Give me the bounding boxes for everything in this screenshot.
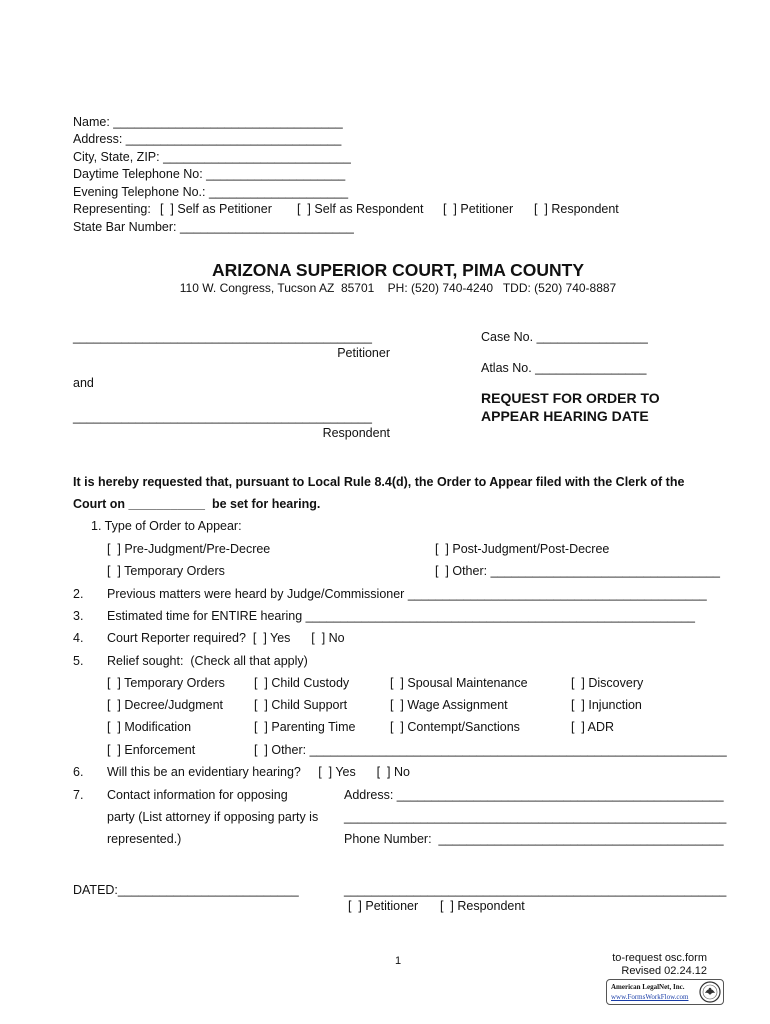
court-reporter-checkboxes[interactable]: Court Reporter required? [ ] Yes [ ] No <box>107 631 345 645</box>
relief-child-custody-checkbox[interactable]: [ ] Child Custody <box>254 676 350 690</box>
item-2-number: 2. <box>73 587 84 601</box>
court-title: ARIZONA SUPERIOR COURT, PIMA COUNTY <box>211 260 585 280</box>
logo-url-link[interactable]: www.FormsWorkFlow.com <box>611 993 689 1001</box>
opposing-phone-field[interactable]: Phone Number: _________________________________________ <box>344 832 724 846</box>
relief-contempt-sanctions-checkbox[interactable]: [ ] Contempt/Sanctions <box>390 720 520 734</box>
contact-info-label-1: Contact information for opposing <box>107 788 288 802</box>
city-state-zip-field[interactable]: City, State, ZIP: ___________________________ <box>73 150 351 164</box>
state-bar-number-field[interactable]: State Bar Number: _________________________ <box>73 220 354 234</box>
court-address: 110 W. Congress, Tucson AZ 85701 PH: (520) 740-4240 TDD: (520) 740-8887 <box>179 281 617 295</box>
contact-info-label-3: represented.) <box>107 832 182 846</box>
opposing-address-field[interactable]: Address: _______________________________________________ <box>344 788 724 802</box>
order-type-other-field[interactable]: [ ] Other: _________________________________ <box>435 564 720 578</box>
relief-spousal-maintenance-checkbox[interactable]: [ ] Spousal Maintenance <box>390 676 528 690</box>
eagle-seal-icon <box>699 981 721 1003</box>
item-6-number: 6. <box>73 765 84 779</box>
contact-info-label-2: party (List attorney if opposing party is <box>107 810 319 824</box>
address-field[interactable]: Address: _______________________________ <box>73 132 342 146</box>
rep-self-petitioner-checkbox[interactable]: [ ] Self as Petitioner <box>160 202 272 216</box>
relief-child-support-checkbox[interactable]: [ ] Child Support <box>254 698 348 712</box>
signer-petitioner-checkbox[interactable]: [ ] Petitioner <box>348 899 419 913</box>
relief-temporary-orders-checkbox[interactable]: [ ] Temporary Orders <box>107 676 225 690</box>
item-4-number: 4. <box>73 631 84 645</box>
relief-sought-label: Relief sought: (Check all that apply) <box>107 654 308 668</box>
rep-petitioner-checkbox[interactable]: [ ] Petitioner <box>443 202 514 216</box>
and-label: and <box>73 376 94 390</box>
relief-enforcement-checkbox[interactable]: [ ] Enforcement <box>107 743 196 757</box>
rep-respondent-checkbox[interactable]: [ ] Respondent <box>534 202 619 216</box>
daytime-phone-field[interactable]: Daytime Telephone No: ____________________ <box>73 167 346 181</box>
signer-respondent-checkbox[interactable]: [ ] Respondent <box>440 899 525 913</box>
signature-line[interactable]: _______________________________________________________ <box>344 883 727 897</box>
logo-company-name: American LegalNet, Inc. <box>611 983 685 991</box>
atlas-number-field[interactable]: Atlas No. ________________ <box>481 361 647 375</box>
respondent-name-line[interactable]: ___________________________________________ <box>73 410 372 424</box>
american-legalnet-logo <box>606 979 724 1005</box>
petitioner-label: Petitioner <box>337 346 390 360</box>
opposing-address-line-2[interactable]: _______________________________________________________ <box>344 810 727 824</box>
post-judgment-checkbox[interactable]: [ ] Post-Judgment/Post-Decree <box>435 542 610 556</box>
relief-injunction-checkbox[interactable]: [ ] Injunction <box>571 698 642 712</box>
petitioner-name-line[interactable]: ___________________________________________ <box>73 330 372 344</box>
filed-date-field[interactable]: Court on ___________ be set for hearing. <box>73 497 321 511</box>
relief-wage-assignment-checkbox[interactable]: [ ] Wage Assignment <box>390 698 508 712</box>
page-number: 1 <box>395 955 402 967</box>
previous-judge-field[interactable]: Previous matters were heard by Judge/Commissioner ___________________________________________ <box>107 587 707 601</box>
respondent-label: Respondent <box>322 426 390 440</box>
relief-modification-checkbox[interactable]: [ ] Modification <box>107 720 192 734</box>
evening-phone-field[interactable]: Evening Telephone No.: ____________________ <box>73 185 349 199</box>
item-5-number: 5. <box>73 654 84 668</box>
form-id: to-request osc.form <box>612 952 707 964</box>
temporary-orders-checkbox[interactable]: [ ] Temporary Orders <box>107 564 225 578</box>
representing-label: Representing: <box>73 202 151 216</box>
relief-adr-checkbox[interactable]: [ ] ADR <box>571 720 615 734</box>
relief-parenting-time-checkbox[interactable]: [ ] Parenting Time <box>254 720 356 734</box>
item-3-number: 3. <box>73 609 84 623</box>
item-7-number: 7. <box>73 788 84 802</box>
request-statement: It is hereby requested that, pursuant to Local Rule 8.4(d), the Order to Appear filed with the Clerk of the <box>73 475 685 489</box>
estimated-time-field[interactable]: Estimated time for ENTIRE hearing ________________________________________________________ <box>107 609 695 623</box>
dated-field[interactable]: DATED:__________________________ <box>73 883 299 897</box>
rep-self-respondent-checkbox[interactable]: [ ] Self as Respondent <box>297 202 424 216</box>
name-field[interactable]: Name: _________________________________ <box>73 115 343 129</box>
relief-discovery-checkbox[interactable]: [ ] Discovery <box>571 676 644 690</box>
relief-other-field[interactable]: [ ] Other: ____________________________________________________________ <box>254 743 727 757</box>
pre-judgment-checkbox[interactable]: [ ] Pre-Judgment/Pre-Decree <box>107 542 271 556</box>
revised-date: Revised 02.24.12 <box>621 965 707 977</box>
document-title-line-1: REQUEST FOR ORDER TO <box>481 390 660 406</box>
document-title-line-2: APPEAR HEARING DATE <box>481 408 649 424</box>
case-number-field[interactable]: Case No. ________________ <box>481 330 648 344</box>
relief-decree-judgment-checkbox[interactable]: [ ] Decree/Judgment <box>107 698 224 712</box>
evidentiary-hearing-checkboxes[interactable]: Will this be an evidentiary hearing? [ ] Yes [ ] No <box>107 765 410 779</box>
item-1-label: 1. Type of Order to Appear: <box>91 519 242 533</box>
